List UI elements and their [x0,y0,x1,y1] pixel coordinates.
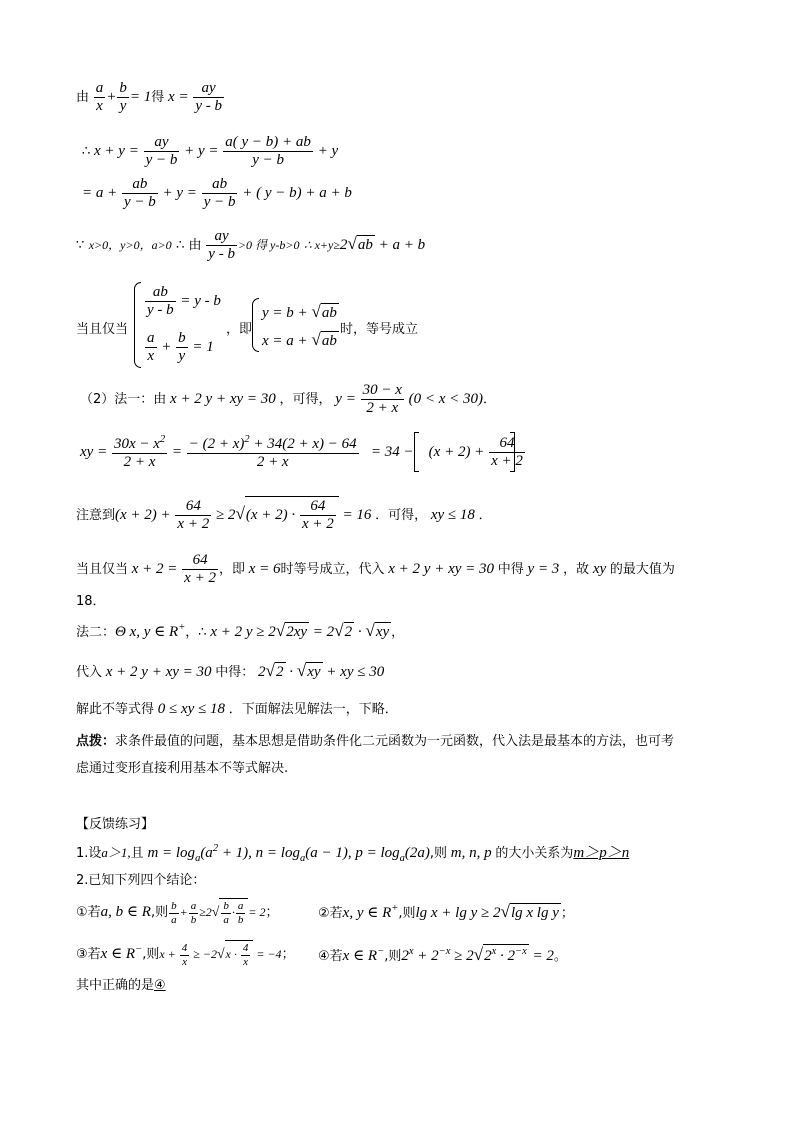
note-mid: ．可得， [375,508,428,524]
q1-mid2: ,则 [429,846,448,861]
equality-prefix: 当且仅当 [76,322,129,337]
substitute-mid: 中得： [215,665,255,680]
question-1: 1.设a＞1,且 $m = \log_a(a^2 + 1)$, $n = \log_a(a - 1)$, $p = \log_a(2a)$,则 m, n, p 的大小关系为m＞p＞n [76,843,630,864]
q2-answer: ④ [154,978,166,993]
question-2-answer [76,978,166,992]
eq-mid1: ，即 [218,562,245,578]
q1-mid3: 的大小关系为 [495,846,574,861]
line-derive-x: 由 $\frac{a}{x}$ + $\frac{b}{y}$ = 1得 x = $\frac{ay}{y - b}$ [76,80,222,115]
q1-prefix: 1.设 [76,846,102,861]
tip-line1: 求条件最值的问题，基本思想是借助条件化二元函数为一元函数，代入法是最基本的方法，也可考 [115,734,675,749]
q1-answer: m＞p＞n [573,845,630,861]
left-brace-1 [134,282,141,368]
method1-mid: ，可得， [279,392,332,408]
eq-mid3: 中得 [497,562,524,578]
line-xy-expr: xy = $\frac{30x - x^2}{2 + x}$ = $\frac{- (2 + x)^2 + 34(2 + x) - 64}{2 + x}$ = 34 − (x + 2) + $\frac{64}{x + 2}$ [80,434,523,471]
line-equality-2: 当且仅当 x + 2 = $\frac{64}{x + 2}$ ，即 x = 6时等号成立，代入 x + 2 y + xy = 30 中得 y = 3 ，故 xy 的最大值为 [76,552,675,587]
c2-then: ,则 [398,906,416,921]
line-method2: 法二：Θ x, y ∈ R+，∴ x + 2 y ≥ 2√2xy = 2√2 · √xy ， [76,621,405,640]
line-sum-1: ∴ x + y = $\frac{ay}{y - b}$ + y = $\frac{a( y - b) + ab}{y - b}$ + y [82,134,339,169]
eq-prefix: 当且仅当 [76,562,129,578]
max-value: 18． [76,594,106,609]
line-note: 注意到(x + 2) + $\frac{64}{x + 2}$ ≥ 2√(x + 2) · $\frac{64}{x + 2}$ = 16 ．可得， xy ≤ 18 ． [76,498,492,533]
question-2-title: 2.已知下列四个结论： [76,873,206,888]
system-2-line2: x = a + √ab [262,330,337,349]
c4-prefix: ④若 [318,949,343,964]
conditions-text: x>0，y>0，a>0 [88,238,172,253]
line-method1: （2）法一：由 x + 2 y + xy = 30 ，可得， y = $\frac{30 - x}{2 + x}$ (0 < x < 30)． [80,382,497,417]
bracket-left [414,432,419,472]
gt0-text: >0 得 y-b>0 [237,238,300,253]
conclusion-3: ③若x ∈ R−,则x + $\frac{4}{x}$ ≥ −2√x · $\frac{4}{x}$ = −4； [76,942,295,968]
system-2-line1: y = b + √ab [262,302,337,321]
method2-mid: ，∴ [185,625,207,640]
equality-suffix: 时，等号成立 [340,322,419,337]
q1-mid1: 且 [130,846,144,861]
equality-mid: ，即 [226,322,253,337]
line-substitute: 代入 x + 2 y + xy = 30 中得： 2√2 · √xy + xy ≤ 30 [76,661,385,680]
eq-mid5: 的最大值为 [609,562,675,578]
eq-mid2: 时等号成立，代入 [280,562,385,578]
solve-prefix: 解此不等式得 [76,702,155,717]
method1-label: （2）法一：由 [80,392,167,408]
text-de: 得 [151,90,165,106]
q1-cond: a＞1, [101,845,131,860]
text-you: 由 [76,90,90,106]
conclusion-2: ②若x, y ∈ R+,则lg x + lg y ≥ 2√lg x lg y ； [318,902,574,921]
line-tip-1 [76,734,674,748]
because-symbol: ∵ [76,238,85,254]
tip-label: 点拨： [76,734,116,749]
method2-label: 法二： [76,625,116,640]
line-sum-2: = a + $\frac{ab}{y - b}$ + y = $\frac{ab}{y - b}$ + ( y − b) + a + b [82,176,352,211]
therefore-symbol: ∴ [82,144,91,160]
c2-prefix: ②若 [318,906,343,921]
solve-suffix: ．下面解法见解法一，下略． [228,702,398,717]
q2-answer-prefix: 其中正确的是 [76,978,155,993]
c1-then: ,则 [150,904,169,920]
note-prefix: 注意到 [76,508,116,524]
substitute-prefix: 代入 [76,665,103,680]
by-text: ∴ 由 [176,238,202,254]
concl-text: ∴ x+y≥ [303,238,340,253]
conclusion-4: ④若x ∈ R−,则$2^x + 2^{-x} \ge 2√2^x \cdot 2^{-x} = 2$。 [318,945,567,964]
left-brace-2 [252,298,259,352]
bracket-right [510,432,515,472]
line-solve: 解此不等式得 0 ≤ xy ≤ 18 ．下面解法见解法一，下略． [76,701,398,717]
feedback-heading: 【反馈练习】 [76,817,155,832]
c4-then: ,则 [384,949,402,964]
line-tip-2: 虑通过变形直接利用基本不等式解决. [76,761,289,776]
c3-then: ,则 [142,946,160,962]
line-because: ∵ x>0，y>0，a>0 ∴ 由 $\frac{ay}{y - b}$ >0 得 y-b>0 ∴ x+y≥2√ab + a + b [76,228,426,263]
c1-prefix: ①若 [76,904,101,920]
c3-prefix: ③若 [76,946,101,962]
conclusion-1: ①若a, b ∈ R,则 $\frac{b}{a}$ + $\frac{a}{b}$ ≥2√ $\frac{b}{a}$ · $\frac{a}{b}$ = 2； [76,900,279,926]
eq-mid4: ，故 [563,562,590,578]
